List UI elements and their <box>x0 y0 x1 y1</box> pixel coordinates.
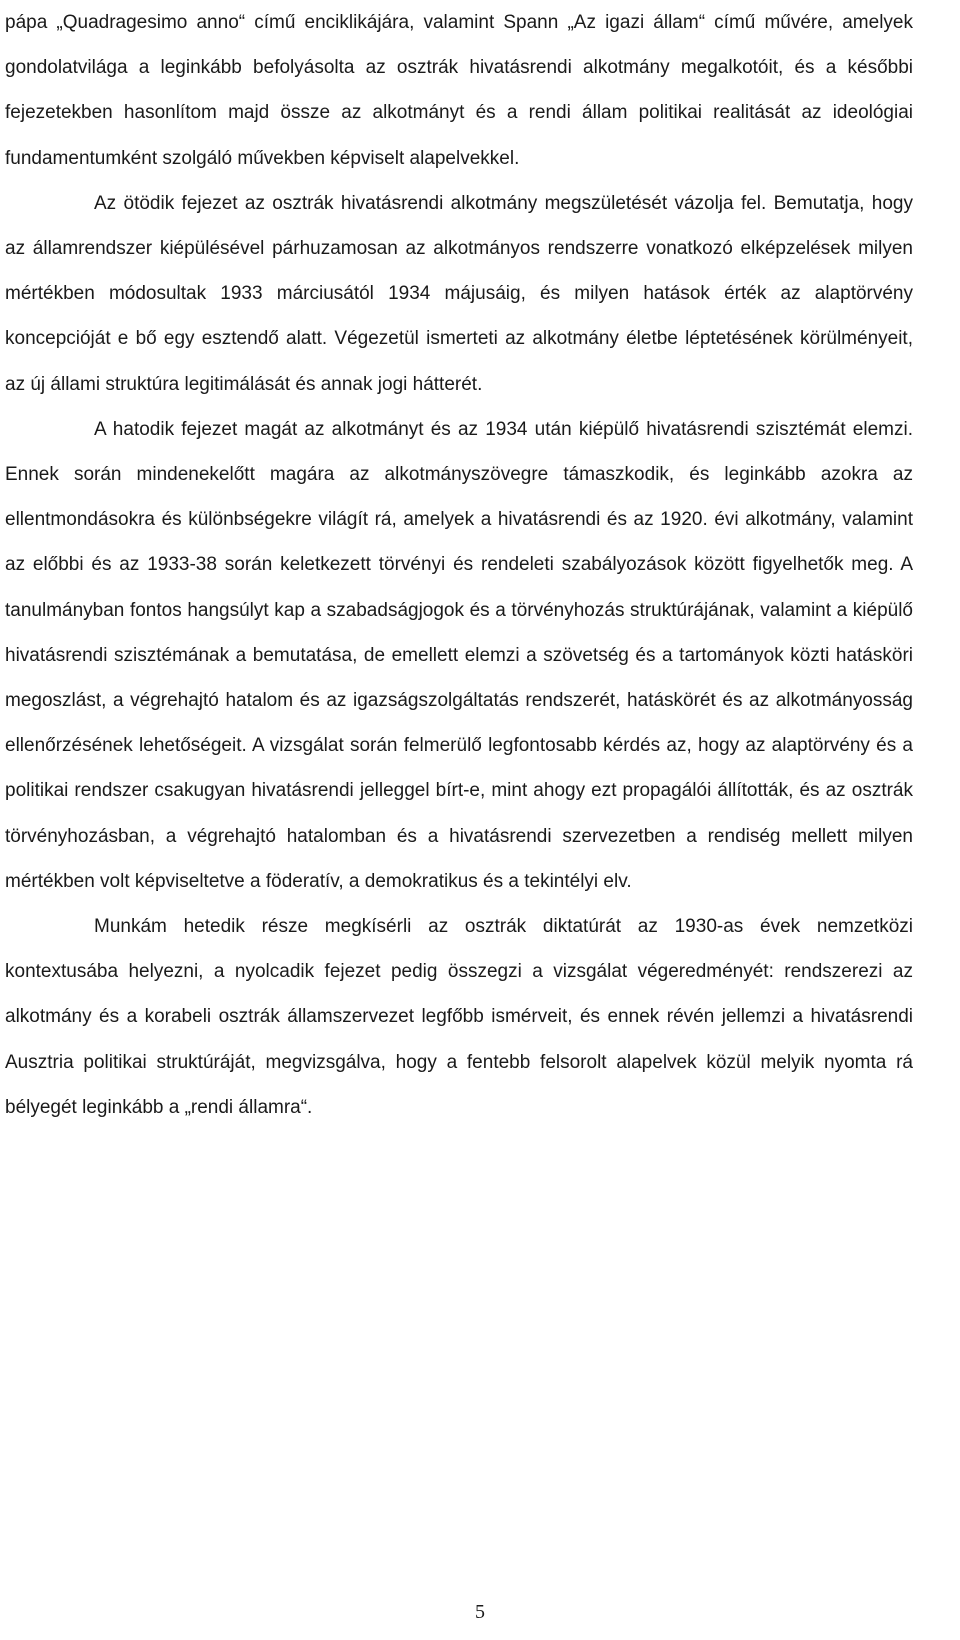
paragraph-continuation: pápa „Quadragesimo anno“ című enciklikájára, valamint Spann „Az igazi állam“ című művére, amelyek gondolatvilága a leginkább befolyásolta az osztrák hivatásrendi alkotmány megalkotóit, és a későbbi fejezetekben hasonlítom majd össze az alkotmányt és a rendi állam politikai realitását az ideológiai fundamentumként szolgáló művekben képviselt alapelvekkel. <box>5 12 913 169</box>
paragraph-chapter-seven-eight: Munkám hetedik része megkísérli az osztrák diktatúrát az 1930-as évek nemzetközi kontextusába helyezni, a nyolcadik fejezet pedig összegzi a vizsgálat végeredményét: rendszerezi az alkotmány és a korabeli osztrák államszervezet legfőbb ismérveit, és ennek révén jellemzi a hivatásrendi Ausztria politikai struktúráját, megvizsgálva, hogy a fentebb felsorolt alapelvek közül melyik nyomta rá bélyegét leginkább a „rendi államra“. <box>5 916 913 1118</box>
paragraph-chapter-six: A hatodik fejezet magát az alkotmányt és az 1934 után kiépülő hivatásrendi szisztémát elemzi. Ennek során mindenekelőtt magára az alkotmányszövegre támaszkodik, és leginkább azokra az ellentmondásokra és különbségekre világít rá, amelyek a hivatásrendi és az 1920. évi alkotmány, valamint az előbbi és az 1933-38 során keletkezett törvényi és rendeleti szabályozások között figyelhetők meg. A tanulmányban fontos hangsúlyt kap a szabadságjogok és a törvényhozás struktúrájának, valamint a kiépülő hivatásrendi szisztémának a bemutatása, de emellett elemzi a szövetség és a tartományok közti hatásköri megoszlást, a végrehajtó hatalom és az igazságszolgáltatás rendszerét, hatáskörét és az alkotmányosság ellenőrzésének lehetőségeit. A vizsgálat során felmerülő legfontosabb kérdés az, hogy az alaptörvény és a politikai rendszer csakugyan hivatásrendi jelleggel bírt-e, mint ahogy ezt propagálói állították, és az osztrák törvényhozásban, a végrehajtó hatalomban és a hivatásrendi szervezetben a rendiség mellett milyen mértékben volt képviseltetve a föderatív, a demokratikus és a tekintélyi elv. <box>5 418 913 892</box>
body-text <box>5 0 913 1130</box>
paragraph-chapter-five: Az ötödik fejezet az osztrák hivatásrendi alkotmány megszületését vázolja fel. Bemutatja, hogy az államrendszer kiépülésével párhuzamosan az alkotmányos rendszerre vonatkozó elképzelések milyen mértékben módosultak 1933 márciusától 1934 májusáig, és milyen hatások érték az alaptörvény koncepcióját e bő egy esztendő alatt. Végezetül ismerteti az alkotmány életbe léptetésének körülményeit, az új állami struktúra legitimálását és annak jogi hátterét. <box>5 192 913 395</box>
page-number: 5 <box>475 1601 485 1623</box>
